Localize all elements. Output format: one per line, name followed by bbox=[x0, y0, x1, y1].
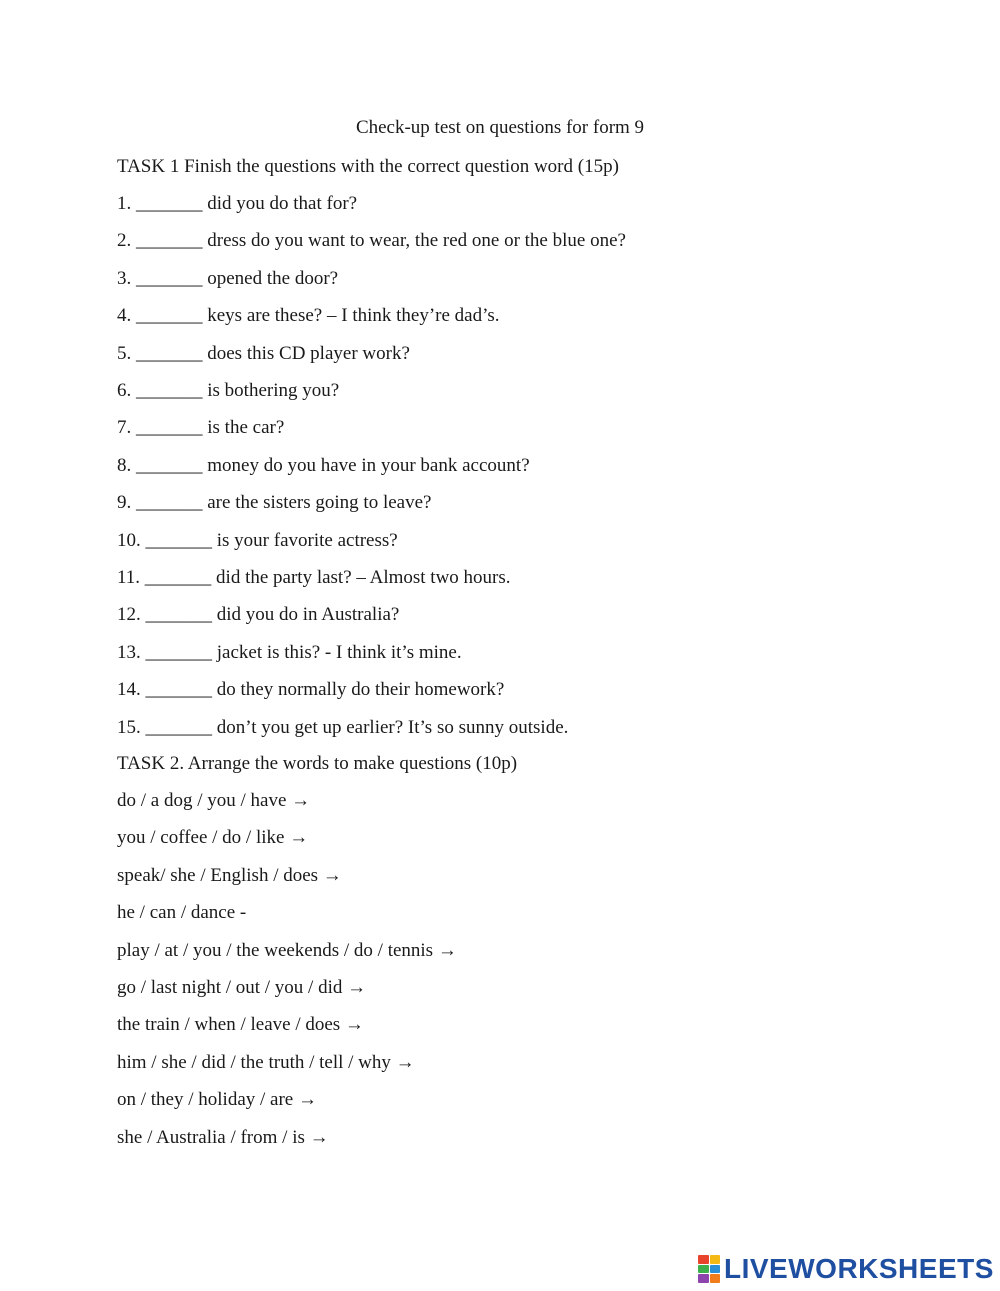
answer-blank[interactable]: _______ bbox=[145, 530, 212, 551]
question-number: 15. bbox=[117, 717, 141, 738]
answer-blank[interactable]: _______ bbox=[136, 417, 203, 438]
task1-question bbox=[117, 304, 500, 328]
answer-blank[interactable]: _______ bbox=[144, 567, 212, 588]
task1-question bbox=[117, 267, 338, 291]
question-number: 6. bbox=[117, 380, 132, 401]
answer-blank[interactable]: _______ bbox=[136, 343, 203, 364]
task1-question bbox=[117, 379, 339, 403]
task2-item: play / at / you / the weekends / do / tennis → bbox=[117, 940, 457, 961]
question-text: money do you have in your bank account? bbox=[207, 455, 530, 476]
answer-blank[interactable]: _______ bbox=[136, 305, 203, 326]
question-number: 4. bbox=[117, 305, 132, 326]
question-text: opened the door? bbox=[207, 268, 339, 289]
question-number: 8. bbox=[117, 455, 132, 476]
question-text: did the party last? – Almost two hours. bbox=[216, 567, 511, 588]
liveworksheets-logo-icon bbox=[698, 1255, 720, 1283]
logo-mark-cell bbox=[710, 1255, 721, 1264]
question-number: 11. bbox=[117, 567, 141, 588]
answer-blank[interactable]: _______ bbox=[145, 642, 212, 663]
answer-blank[interactable]: _______ bbox=[145, 679, 212, 700]
question-text: is bothering you? bbox=[207, 380, 340, 401]
liveworksheets-logo bbox=[698, 1254, 994, 1284]
question-text: don’t you get up earlier? It’s so sunny outside. bbox=[216, 717, 569, 738]
answer-blank[interactable]: _______ bbox=[136, 268, 203, 289]
task1-question bbox=[117, 229, 626, 253]
task1-question bbox=[117, 641, 462, 665]
task1-question bbox=[117, 416, 284, 440]
question-text: jacket is this? - I think it’s mine. bbox=[216, 642, 462, 663]
task1-question bbox=[117, 491, 431, 515]
question-text: did you do in Australia? bbox=[216, 604, 400, 625]
question-text: do they normally do their homework? bbox=[216, 679, 505, 700]
task2-heading: TASK 2. Arrange the words to make questions (10p) bbox=[117, 753, 518, 774]
answer-blank[interactable]: _______ bbox=[136, 230, 203, 251]
task2-item: go / last night / out / you / did → bbox=[117, 977, 367, 998]
question-text: are the sisters going to leave? bbox=[207, 492, 432, 513]
task2-item: on / they / holiday / are → bbox=[117, 1089, 317, 1110]
task2-item: speak/ she / English / does → bbox=[117, 865, 342, 886]
answer-blank[interactable]: _______ bbox=[136, 193, 203, 214]
page-title: Check-up test on questions for form 9 bbox=[355, 117, 645, 138]
question-text: does this CD player work? bbox=[207, 343, 410, 364]
logo-mark-cell bbox=[698, 1265, 709, 1274]
task1-question bbox=[117, 454, 530, 478]
question-number: 5. bbox=[117, 343, 132, 364]
question-number: 1. bbox=[117, 193, 132, 214]
task1-question bbox=[117, 678, 504, 702]
answer-blank[interactable]: _______ bbox=[145, 717, 212, 738]
question-number: 12. bbox=[117, 604, 141, 625]
task2-item: do / a dog / you / have → bbox=[117, 790, 311, 811]
task2-item: the train / when / leave / does → bbox=[117, 1014, 364, 1035]
question-number: 10. bbox=[117, 530, 141, 551]
answer-blank[interactable]: _______ bbox=[136, 380, 203, 401]
answer-blank[interactable]: _______ bbox=[145, 604, 212, 625]
logo-mark-cell bbox=[710, 1274, 721, 1283]
question-number: 13. bbox=[117, 642, 141, 663]
task1-question bbox=[117, 603, 399, 627]
task2-item: he / can / dance - bbox=[117, 902, 247, 923]
logo-mark-cell bbox=[710, 1265, 721, 1274]
question-number: 3. bbox=[117, 268, 132, 289]
question-number: 2. bbox=[117, 230, 132, 251]
task1-question bbox=[117, 529, 398, 553]
question-text: dress do you want to wear, the red one or the blue one? bbox=[207, 230, 626, 251]
question-number: 14. bbox=[117, 679, 141, 700]
task1-question bbox=[117, 566, 511, 590]
question-text: is the car? bbox=[207, 417, 285, 438]
task1-heading: TASK 1 Finish the questions with the correct question word (15p) bbox=[117, 156, 619, 177]
task2-item: him / she / did / the truth / tell / why → bbox=[117, 1052, 415, 1073]
question-text: is your favorite actress? bbox=[216, 530, 398, 551]
task1-question bbox=[117, 192, 357, 216]
logo-mark-cell bbox=[698, 1255, 709, 1264]
answer-blank[interactable]: _______ bbox=[136, 492, 203, 513]
question-text: did you do that for? bbox=[207, 193, 358, 214]
answer-blank[interactable]: _______ bbox=[136, 455, 203, 476]
task2-item: she / Australia / from / is → bbox=[117, 1127, 329, 1148]
question-number: 9. bbox=[117, 492, 132, 513]
logo-mark-cell bbox=[698, 1274, 709, 1283]
task2-item: you / coffee / do / like → bbox=[117, 827, 309, 848]
logo-text: LIVEWORKSHEETS bbox=[724, 1253, 994, 1284]
task1-question bbox=[117, 716, 568, 740]
task1-question bbox=[117, 342, 410, 366]
question-text: keys are these? – I think they’re dad’s. bbox=[207, 305, 500, 326]
question-number: 7. bbox=[117, 417, 132, 438]
